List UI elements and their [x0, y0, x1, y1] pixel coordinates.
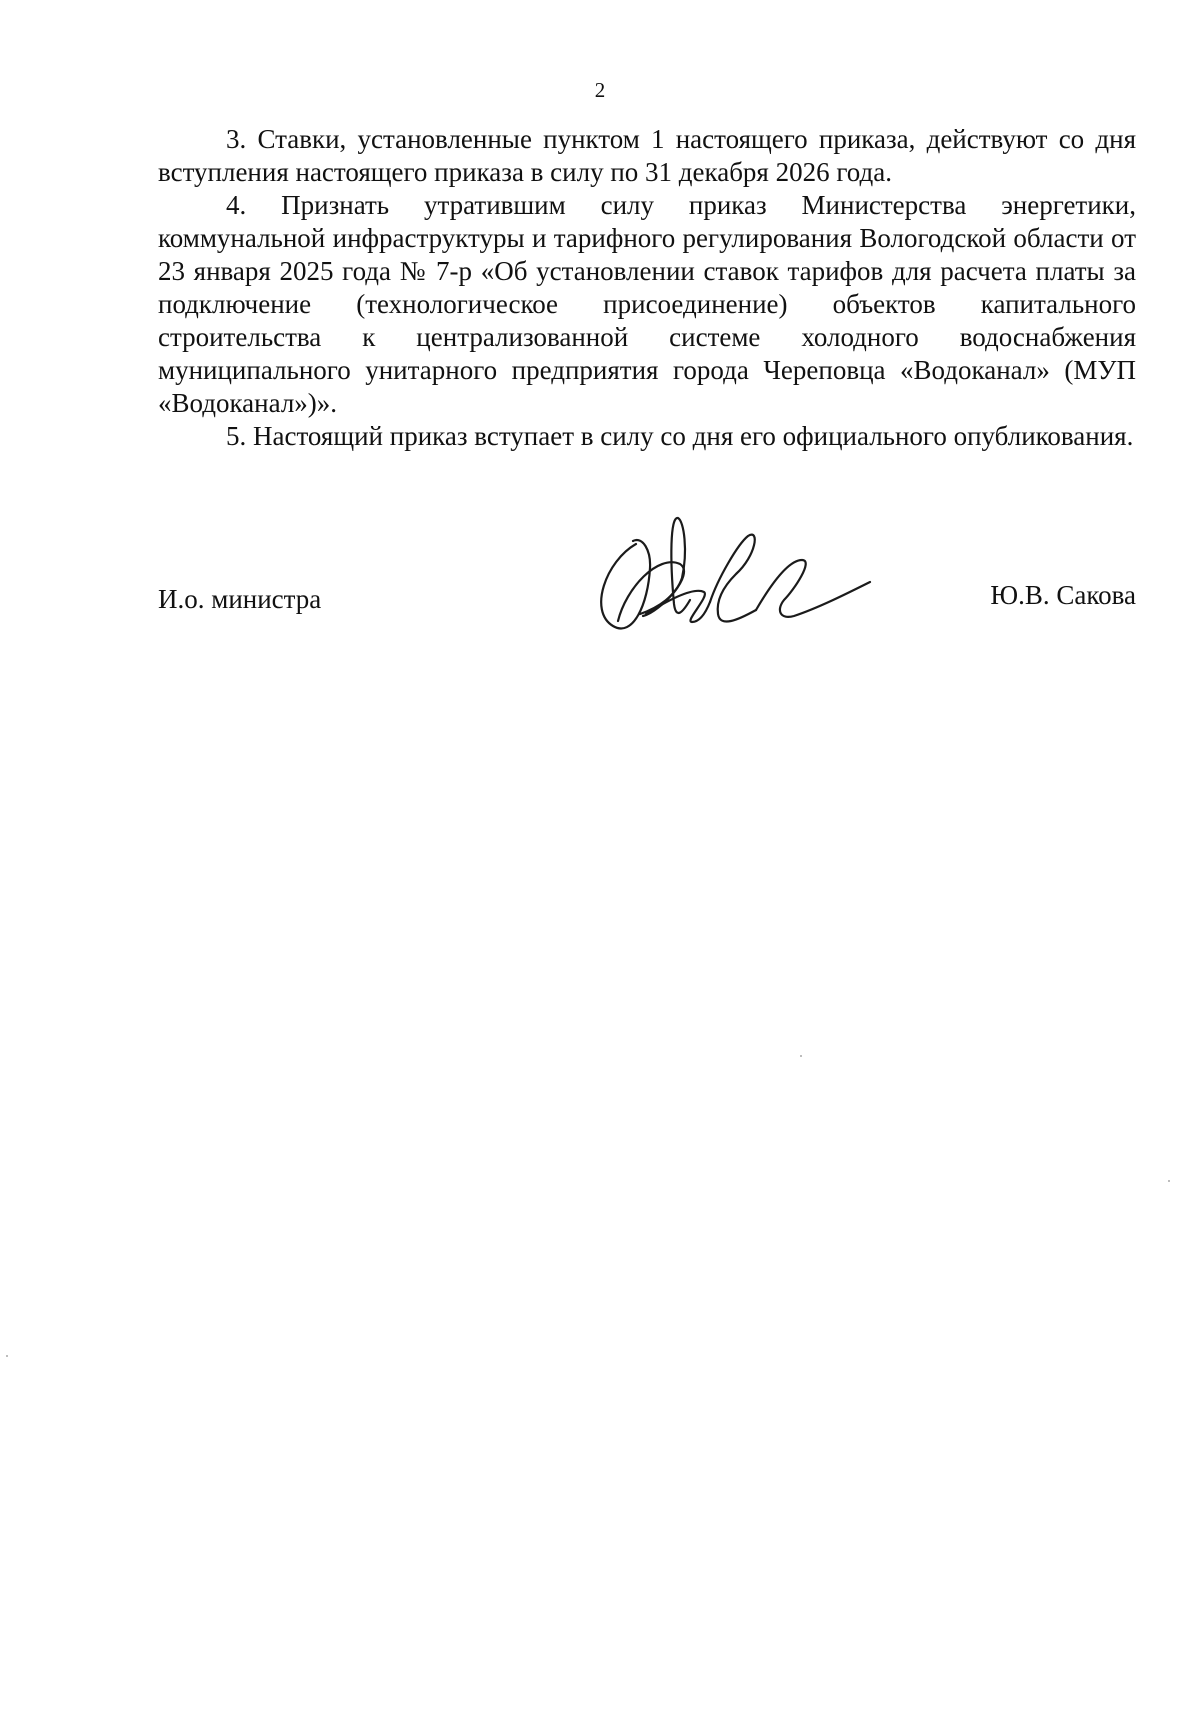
paragraph-3: 3. Ставки, установленные пунктом 1 настоящего приказа, действуют со дня вступления настоящего приказа в силу по 31 декабря 2026 года.	[158, 124, 1136, 187]
scan-speck	[6, 1355, 8, 1357]
paragraph-4: 4. Признать утратившим силу приказ Министерства энергетики, коммунальной инфраструктуры и тарифного регулирования Вологодской области от 23 января 2025 года № 7-р «Об установлении ставок тарифов для расчета платы за подключение (технологическое присоединение) объектов капитального строительства к централизованной системе холодного водоснабжения муниципального унитарного предприятия города Череповца «Водоканал» (МУП «Водоканал»)».	[158, 190, 1136, 418]
paragraph-5: 5. Настоящий приказ вступает в силу со дня его официального опубликования.	[226, 421, 1134, 451]
signer-name: Ю.В. Сакова	[990, 580, 1136, 610]
page-number: 2	[594, 78, 606, 102]
signer-position: И.о. министра	[158, 584, 322, 614]
scan-speck	[800, 1055, 802, 1057]
document-body	[158, 123, 1136, 453]
handwritten-signature-icon	[588, 516, 888, 646]
scan-speck	[1168, 1180, 1170, 1182]
